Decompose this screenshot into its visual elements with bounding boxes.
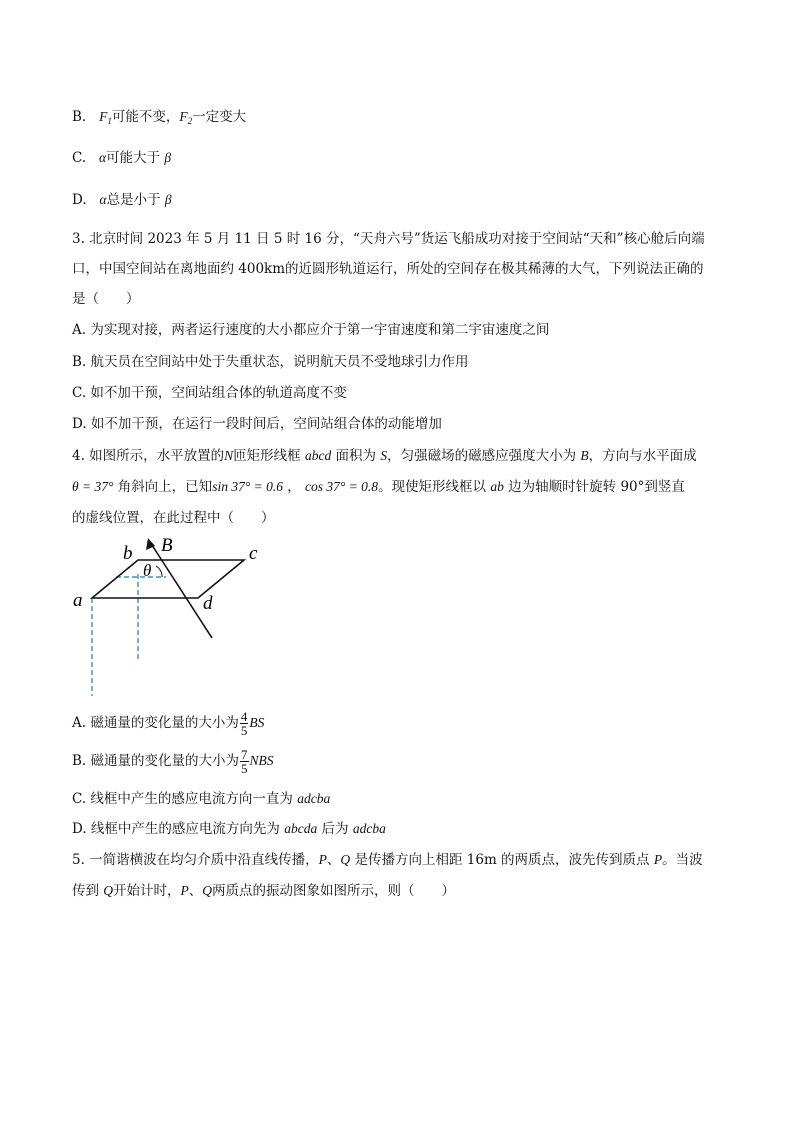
label-field-b: B (161, 536, 173, 556)
q3-option-a: A. 为实现对接，两者运行速度的大小都应介于第一宇宙速度和第二宇宙速度之间 (72, 322, 550, 338)
q4-stem-line1: 4. 如图所示，水平放置的N匝矩形线框 abcd 面积为 S，匀强磁场的磁感应强度大小为 B，方向与水平面成 (72, 448, 697, 464)
q4-option-b: B. 磁通量的变化量的大小为 $\frac{7}{5}$ NBS (72, 747, 274, 776)
q3-stem-line1: 3. 北京时间 2023 年 5 月 11 日 5 时 16 分，“天舟六号”货运飞船成功对接于空间站“天和”核心舱后向端 (72, 231, 705, 247)
q3-option-d: D. 如不加干预，在运行一段时间后，空间站组合体的动能增加 (72, 416, 442, 432)
label-c: c (249, 543, 258, 564)
f2-symbol: $F_2$ (179, 109, 193, 126)
q2-option-c: C. α可能大于 β (72, 150, 172, 166)
q3-option-c: C. 如不加干预，空间站组合体的轨道高度不变 (72, 385, 347, 401)
q4-figure (66, 536, 276, 698)
f1-symbol: $F_1$ (99, 109, 112, 126)
rectangle-frame (92, 560, 244, 598)
field-line-b (150, 542, 212, 638)
label-b: b (123, 543, 133, 564)
q3-stem-line3: 是（ ） (72, 291, 140, 307)
q3-stem-line2: 口，中国空间站在离地面约 400km的近圆形轨道运行，所处的空间存在极其稀薄的大气，下列说法正确的 (72, 261, 704, 277)
q5-stem-line2: 传到 Q开始计时，P、Q两质点的振动图象如图所示，则（ ） (72, 883, 456, 899)
angle-arc (156, 566, 162, 577)
q4-stem-line3: 的虚线位置，在此过程中（ ） (72, 510, 275, 526)
q4-stem-line2: θ = 37° 角斜向上，已知sin 37° = 0.6 ， cos 37° = 0.8。现使矩形线框以 ab 边为轴顺时针旋转 90°到竖直 (72, 479, 685, 495)
q5-stem-line1: 5. 一简谐横波在均匀介质中沿直线传播，P、Q 是传播方向上相距 16m 的两质点，波先传到质点 P。当波 (72, 852, 703, 868)
q4-option-d: D. 线框中产生的感应电流方向先为 abcda 后为 adcba (72, 821, 386, 837)
q3-option-b: B. 航天员在空间站中处于失重状态，说明航天员不受地球引力作用 (72, 354, 469, 370)
label-d: d (203, 593, 213, 614)
q4-option-a: A. 磁通量的变化量的大小为 $\frac{4}{5}$ BS (72, 709, 265, 738)
q2-option-d: D. α总是小于 β (72, 192, 172, 208)
label-a: a (73, 590, 83, 611)
label-theta: θ (143, 561, 152, 580)
q4-option-c: C. 线框中产生的感应电流方向一直为 adcba (72, 791, 331, 807)
q2-option-b: B. $F_1$可能不变，$F_2$一定变大 (72, 109, 247, 126)
